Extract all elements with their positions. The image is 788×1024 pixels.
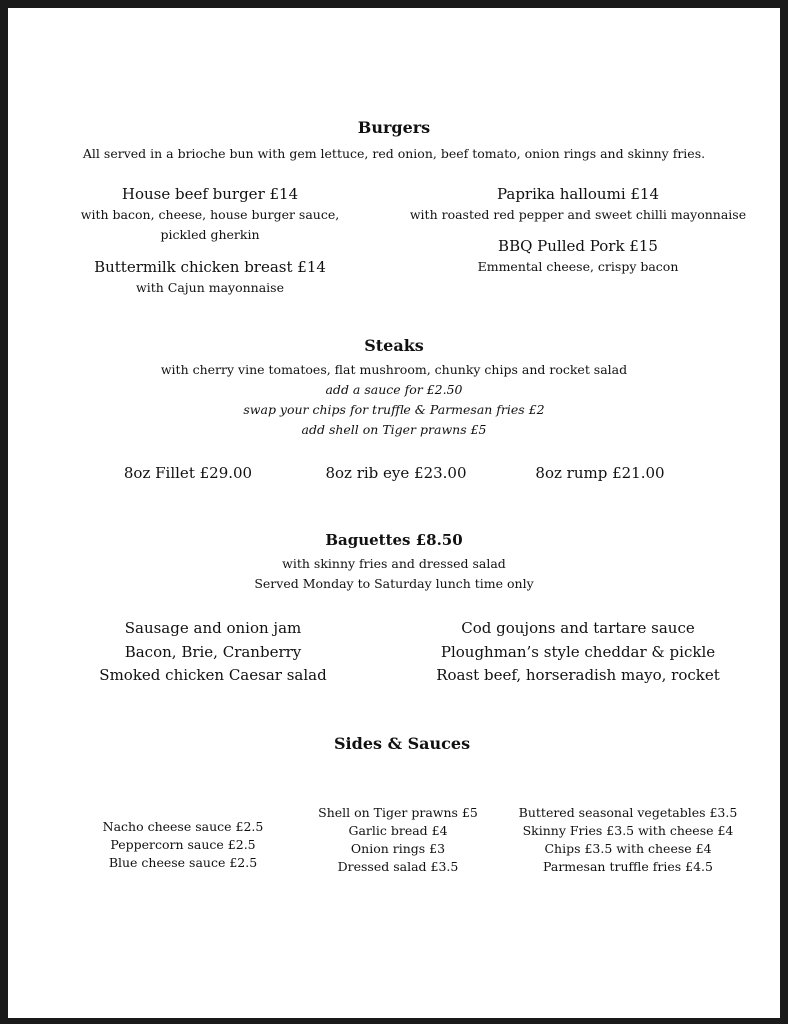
list-item: Smoked chicken Caesar salad bbox=[99, 666, 327, 684]
item-title: Paprika halloumi £14 bbox=[496, 185, 660, 203]
list-item: Peppercorn sauce £2.5 bbox=[110, 837, 256, 852]
list-item: Roast beef, horseradish mayo, rocket bbox=[436, 666, 720, 684]
item-title: BBQ Pulled Pork £15 bbox=[498, 237, 658, 255]
list-item: Cod goujons and tartare sauce bbox=[461, 619, 695, 637]
item-desc: with Cajun mayonnaise bbox=[136, 280, 284, 295]
baguettes-intro: with skinny fries and dressed salad bbox=[282, 556, 506, 571]
list-item: Nacho cheese sauce £2.5 bbox=[102, 819, 264, 834]
steaks-note-fries: swap your chips for truffle & Parmesan fries £2 bbox=[243, 402, 545, 417]
sides-column-right bbox=[508, 804, 748, 876]
baguettes-right-column bbox=[413, 617, 743, 688]
item-title: Buttermilk chicken breast £14 bbox=[94, 258, 326, 276]
list-item: Bacon, Brie, Cranberry bbox=[124, 642, 302, 661]
steaks-intro: with cherry vine tomatoes, flat mushroom, chunky chips and rocket salad bbox=[160, 362, 628, 377]
list-item: Onion rings £3 bbox=[350, 841, 446, 856]
list-item: Skinny Fries £3.5 with cheese £4 bbox=[522, 823, 734, 838]
item-desc: with bacon, cheese, house burger sauce, pickled gherkin bbox=[80, 207, 340, 242]
steak-item-fillet: 8oz Fillet £29.00 bbox=[123, 464, 253, 482]
baguettes-left-column bbox=[63, 617, 363, 688]
burger-item-house-beef bbox=[60, 183, 360, 245]
item-desc: Emmental cheese, crispy bacon bbox=[477, 259, 679, 274]
menu-page bbox=[8, 8, 780, 1018]
steak-item-rump: 8oz rump £21.00 bbox=[535, 464, 665, 482]
burger-item-buttermilk-chicken bbox=[60, 256, 360, 298]
baguettes-heading: Baguettes £8.50 bbox=[325, 531, 463, 549]
list-item: Shell on Tiger prawns £5 bbox=[318, 805, 478, 820]
sides-heading: Sides & Sauces bbox=[334, 734, 471, 753]
list-item: Ploughman’s style cheddar & pickle bbox=[440, 642, 716, 661]
list-item: Parmesan truffle fries £4.5 bbox=[543, 859, 713, 874]
sides-column-sauces bbox=[78, 818, 288, 872]
list-item: Sausage and onion jam bbox=[124, 619, 302, 637]
item-title: House beef burger £14 bbox=[121, 185, 299, 203]
list-item: Garlic bread £4 bbox=[348, 823, 448, 838]
list-item: Dressed salad £3.5 bbox=[337, 859, 459, 874]
steaks-heading: Steaks bbox=[364, 336, 424, 355]
burger-item-bbq-pulled-pork bbox=[408, 235, 748, 277]
burgers-heading: Burgers bbox=[357, 118, 431, 137]
burger-item-paprika-halloumi bbox=[408, 183, 748, 225]
item-desc: with roasted red pepper and sweet chilli mayonnaise bbox=[409, 207, 747, 222]
steaks-note-prawns: add shell on Tiger prawns £5 bbox=[301, 422, 487, 437]
steaks-note-sauce: add a sauce for £2.50 bbox=[325, 382, 463, 397]
steak-item-rib-eye: 8oz rib eye £23.00 bbox=[325, 464, 467, 482]
sides-column-middle bbox=[293, 804, 503, 876]
list-item: Buttered seasonal vegetables £3.5 bbox=[518, 805, 738, 820]
list-item: Chips £3.5 with cheese £4 bbox=[544, 841, 712, 856]
list-item: Blue cheese sauce £2.5 bbox=[108, 855, 258, 870]
burgers-intro: All served in a brioche bun with gem lettuce, red onion, beef tomato, onion rings and skinny fries. bbox=[82, 146, 706, 161]
baguettes-availability: Served Monday to Saturday lunch time only bbox=[254, 576, 534, 591]
